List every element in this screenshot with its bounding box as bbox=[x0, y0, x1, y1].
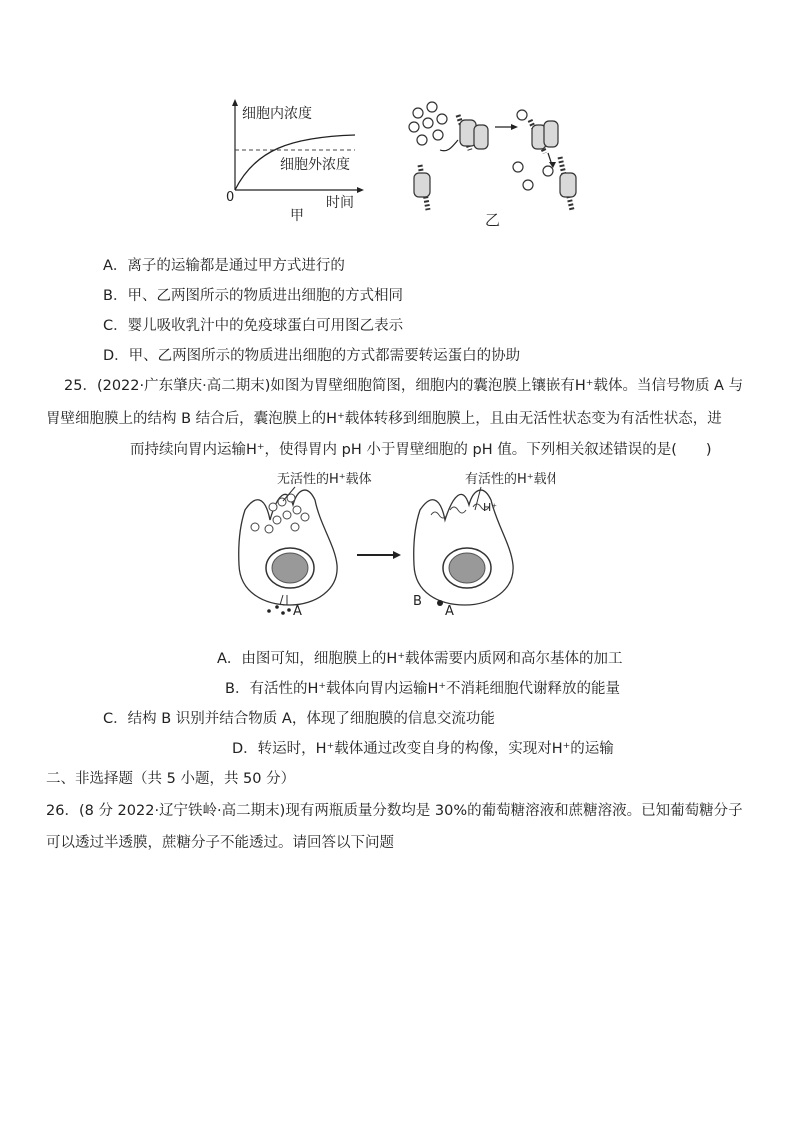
x-axis-arrow bbox=[357, 187, 364, 193]
label-a-left: A bbox=[293, 604, 302, 615]
q25-stem-line3: 而持续向胃内运输H⁺，使得胃内 pH 小于胃壁细胞的 pH 值。下列相关叙述错误的是( ) bbox=[130, 442, 712, 458]
q24-option-b: B．甲、乙两图所示的物质进出细胞的方式相同 bbox=[103, 288, 403, 304]
signal-dots bbox=[267, 605, 291, 615]
section-heading: 二、非选择题（共 5 小题，共 50 分） bbox=[46, 771, 296, 787]
q25-option-a: A．由图可知，细胞膜上的H⁺载体需要内质网和高尔基体的加工 bbox=[217, 651, 623, 667]
q25-option-c: C．结构 B 识别并结合物质 A，体现了细胞膜的信息交流功能 bbox=[103, 711, 495, 727]
curve-label: 细胞外浓度 bbox=[280, 157, 350, 173]
y-axis-arrow bbox=[232, 99, 238, 106]
inactive-carrier-label: 无活性的H⁺载体 bbox=[277, 472, 372, 487]
figure-jia-svg bbox=[220, 95, 370, 225]
label-b: B bbox=[413, 594, 422, 609]
figure-jia-caption: 甲 bbox=[290, 208, 304, 224]
figure-yi-svg bbox=[400, 95, 590, 230]
x-axis-label: 时间 bbox=[326, 195, 354, 211]
figure-q25-svg bbox=[225, 465, 555, 615]
figure-jia bbox=[220, 95, 370, 225]
q26-stem-line2: 可以透过半透膜，蔗糖分子不能透过。请回答以下问题 bbox=[46, 835, 394, 851]
figure-yi-caption: 乙 bbox=[485, 211, 501, 229]
q24-option-c: C．婴儿吸收乳汁中的免疫球蛋白可用图乙表示 bbox=[103, 318, 404, 334]
figure-yi bbox=[400, 95, 590, 230]
q24-option-a: A．离子的运输都是通过甲方式进行的 bbox=[103, 258, 345, 274]
left-nucleus bbox=[272, 553, 308, 583]
y-axis-label: 细胞内浓度 bbox=[242, 106, 312, 122]
origin-label: 0 bbox=[226, 190, 235, 205]
label-a-right: A bbox=[445, 604, 454, 615]
right-nucleus bbox=[449, 553, 485, 583]
q25-option-d: D．转运时，H⁺载体通过改变自身的构像，实现对H⁺的运输 bbox=[232, 741, 614, 757]
q24-option-d: D．甲、乙两图所示的物质进出细胞的方式都需要转运蛋白的协助 bbox=[103, 348, 521, 364]
arrow-head bbox=[511, 124, 518, 130]
active-carrier-label: 有活性的H⁺载体 bbox=[465, 472, 555, 487]
h-ion-label: H⁺ bbox=[483, 501, 498, 514]
q26-stem-line1: 26．(8 分 2022·辽宁铁岭·高二期末)现有两瓶质量分数均是 30%的葡萄糖溶液和蔗糖溶液。已知葡萄糖分子 bbox=[46, 803, 743, 819]
q25-stem-line2: 胃壁细胞膜上的结构 B 结合后，囊泡膜上的H⁺载体转移到细胞膜上，且由无活性状态变为有活性状态，进 bbox=[46, 411, 722, 427]
figure-q25 bbox=[225, 465, 555, 615]
q25-option-b: B．有活性的H⁺载体向胃内运输H⁺不消耗细胞代谢释放的能量 bbox=[225, 681, 621, 697]
receptor-b-with-a bbox=[437, 600, 443, 606]
transition-arrow-head bbox=[393, 551, 401, 559]
q25-stem-line1: 25．(2022·广东肇庆·高二期末)如图为胃壁细胞简图，细胞内的囊泡膜上镶嵌有H⁺载体。当信号物质 A 与 bbox=[64, 378, 744, 394]
